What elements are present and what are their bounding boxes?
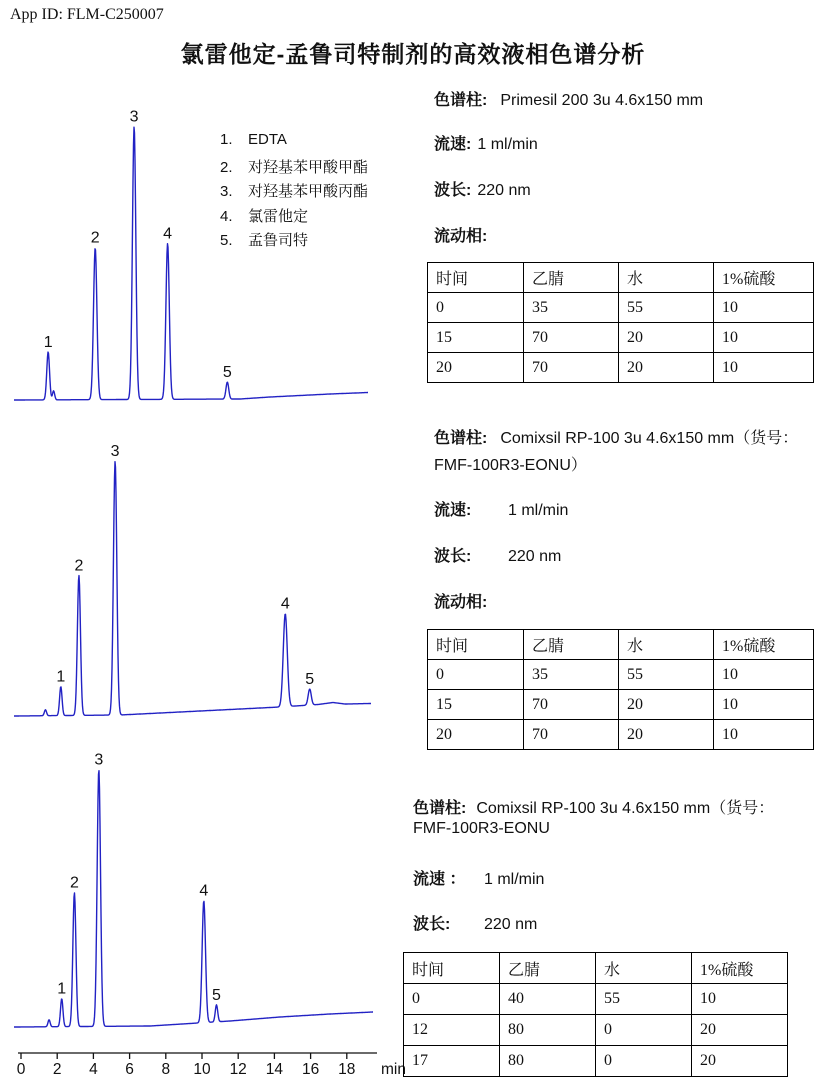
table-header-cell: 水 (619, 630, 714, 660)
wavelength-value: 220 nm (508, 548, 562, 565)
peak-label: 1 (57, 980, 67, 998)
table-header-row (404, 953, 788, 984)
table-cell: 17 (404, 1046, 500, 1077)
axis-tick-label: 16 (301, 1061, 320, 1078)
mobile-phase-grid (427, 629, 814, 750)
legend-label: 对羟基苯甲酸甲酯 (248, 158, 369, 176)
table-cell: 20 (692, 1046, 788, 1077)
table-cell: 10 (714, 690, 814, 720)
table-cell: 20 (619, 323, 714, 353)
mobile-phase-label: 流动相: (434, 228, 488, 245)
column-value: Primesil 200 3u 4.6x150 mm (500, 92, 704, 109)
column-line-3b (413, 820, 550, 838)
time-axis (18, 1053, 377, 1059)
table-header-cell: 时间 (428, 630, 524, 660)
flow-line-2 (434, 497, 568, 520)
legend-number: 3. (220, 183, 233, 200)
table-cell: 70 (524, 353, 619, 383)
column-line-1 (434, 87, 703, 110)
table-cell: 15 (428, 323, 524, 353)
column-value-line2: FMF-100R3-EONU） (434, 457, 587, 474)
table-header-cell: 水 (596, 953, 692, 984)
wavelength-label: 波长: (434, 548, 472, 565)
table-header-cell: 乙腈 (524, 630, 619, 660)
axis-tick-label: 2 (52, 1061, 62, 1078)
legend-item (220, 131, 368, 156)
mobile-phase-line-1 (434, 223, 487, 246)
flow-label: 流速: (434, 502, 472, 519)
table-header-cell: 1%硫酸 (692, 953, 788, 984)
axis-tick-label: 4 (89, 1061, 98, 1078)
column-line-2 (434, 425, 798, 448)
flow-line-1 (434, 131, 538, 154)
table-cell: 70 (524, 323, 619, 353)
peak-label: 3 (94, 751, 104, 769)
legend-item (220, 229, 368, 254)
column-line-2b (434, 452, 587, 475)
peak-label: 3 (129, 108, 139, 126)
legend-label: 孟鲁司特 (248, 232, 309, 249)
table-row (404, 1046, 788, 1077)
table-row (428, 690, 814, 720)
table-cell: 0 (596, 1015, 692, 1046)
table-row (404, 1015, 788, 1046)
table-header-row (428, 263, 814, 293)
wavelength-value: 220 nm (484, 916, 538, 933)
axis-tick-label: 8 (161, 1061, 171, 1078)
page-title: 氯雷他定-孟鲁司特制剂的高效液相色谱分析 (180, 41, 646, 67)
table-cell: 10 (692, 984, 788, 1015)
peak-label: 4 (280, 595, 290, 613)
column-label: 色谱柱: (434, 92, 488, 109)
chromatogram-trace-2 (14, 462, 371, 716)
peak-label: 1 (56, 668, 66, 686)
table-cell: 35 (524, 660, 619, 690)
table-cell: 40 (500, 984, 596, 1015)
wavelength-value: 220 nm (477, 182, 531, 199)
table-header-cell: 乙腈 (524, 263, 619, 293)
column-value-line2: FMF-100R3-EONU (413, 820, 550, 837)
table-cell: 20 (428, 353, 524, 383)
wavelength-line-3 (413, 911, 537, 934)
table-cell: 0 (428, 293, 524, 323)
column-value: Comixsil RP-100 3u 4.6x150 mm（货号： (500, 430, 799, 447)
mobile-phase-table-3 (403, 952, 788, 1077)
table-header-cell: 水 (619, 263, 714, 293)
mobile-phase-label: 流动相: (434, 594, 488, 611)
flow-value: 1 ml/min (477, 136, 538, 153)
table-header-cell: 时间 (428, 263, 524, 293)
legend-item (220, 205, 368, 230)
table-cell: 20 (428, 720, 524, 750)
legend-label: EDTA (248, 131, 287, 148)
legend-item (220, 180, 368, 205)
table-header-cell: 1%硫酸 (714, 263, 814, 293)
wavelength-line-2 (434, 543, 561, 566)
column-value: Comixsil RP-100 3u 4.6x150 mm（货号： (476, 800, 775, 817)
table-cell: 55 (619, 660, 714, 690)
mobile-phase-table-1 (427, 262, 814, 383)
column-line-3 (413, 795, 774, 818)
legend-label: 对羟基苯甲酸丙酯 (248, 183, 369, 200)
peak-label: 5 (305, 671, 315, 688)
legend-label: 氯雷他定 (248, 207, 309, 225)
legend-item (220, 156, 368, 181)
axis-tick-label: 18 (338, 1061, 356, 1078)
table-cell: 20 (619, 353, 714, 383)
table-row (428, 660, 814, 690)
table-header-cell: 1%硫酸 (714, 630, 814, 660)
peak-legend (220, 131, 368, 254)
wavelength-label: 波长: (413, 916, 451, 933)
table-cell: 10 (714, 323, 814, 353)
table-header-cell: 乙腈 (500, 953, 596, 984)
table-cell: 55 (596, 984, 692, 1015)
table-cell: 20 (619, 690, 714, 720)
axis-tick-label: 14 (265, 1061, 284, 1078)
table-cell: 55 (619, 293, 714, 323)
table-cell: 70 (524, 720, 619, 750)
table-cell: 80 (500, 1015, 596, 1046)
axis-tick-label: 10 (193, 1061, 211, 1078)
table-cell: 0 (404, 984, 500, 1015)
wavelength-line-1 (434, 177, 531, 200)
table-row (428, 353, 814, 383)
peak-label: 2 (90, 229, 100, 247)
axis-tick-label: 6 (125, 1061, 134, 1078)
peak-label: 1 (43, 333, 53, 351)
mobile-phase-line-2 (434, 589, 487, 612)
mobile-phase-grid (403, 952, 788, 1077)
wavelength-label: 波长: (434, 182, 472, 199)
peak-label: 3 (110, 443, 120, 460)
app-id: App ID: FLM-C250007 (10, 6, 164, 23)
flow-value: 1 ml/min (508, 502, 569, 519)
peak-label: 4 (163, 225, 173, 243)
table-cell: 15 (428, 690, 524, 720)
table-row (428, 323, 814, 353)
peak-label: 5 (212, 986, 221, 1004)
legend-number: 1. (220, 131, 233, 148)
axis-tick-label: 12 (229, 1061, 247, 1078)
chromatogram-trace-3 (14, 771, 373, 1027)
table-cell: 20 (692, 1015, 788, 1046)
axis-unit-label: min (381, 1061, 406, 1078)
peak-label: 2 (69, 874, 79, 892)
peak-label: 5 (222, 364, 232, 382)
mobile-phase-grid (427, 262, 814, 383)
table-row (404, 984, 788, 1015)
flow-value: 1 ml/min (484, 871, 545, 888)
flow-line-3 (413, 866, 544, 889)
table-cell: 10 (714, 720, 814, 750)
flow-label: 流速: (434, 136, 472, 153)
table-row (428, 293, 814, 323)
mobile-phase-table-2 (427, 629, 814, 750)
legend-number: 4. (220, 207, 233, 225)
peak-label: 2 (74, 557, 84, 575)
legend-number: 2. (220, 158, 233, 176)
table-header-cell: 时间 (404, 953, 500, 984)
table-cell: 10 (714, 293, 814, 323)
table-row (428, 720, 814, 750)
flow-label: 流速 ： (413, 871, 466, 888)
table-cell: 0 (596, 1046, 692, 1077)
table-cell: 0 (428, 660, 524, 690)
legend-number: 5. (220, 232, 233, 249)
axis-tick-label: 0 (16, 1061, 26, 1078)
column-label: 色谱柱: (434, 430, 488, 447)
table-cell: 35 (524, 293, 619, 323)
table-cell: 80 (500, 1046, 596, 1077)
table-cell: 12 (404, 1015, 500, 1046)
table-cell: 10 (714, 353, 814, 383)
table-header-row (428, 630, 814, 660)
table-cell: 20 (619, 720, 714, 750)
table-cell: 70 (524, 690, 619, 720)
column-label: 色谱柱: (413, 800, 467, 817)
table-cell: 10 (714, 660, 814, 690)
peak-label: 4 (199, 882, 209, 900)
